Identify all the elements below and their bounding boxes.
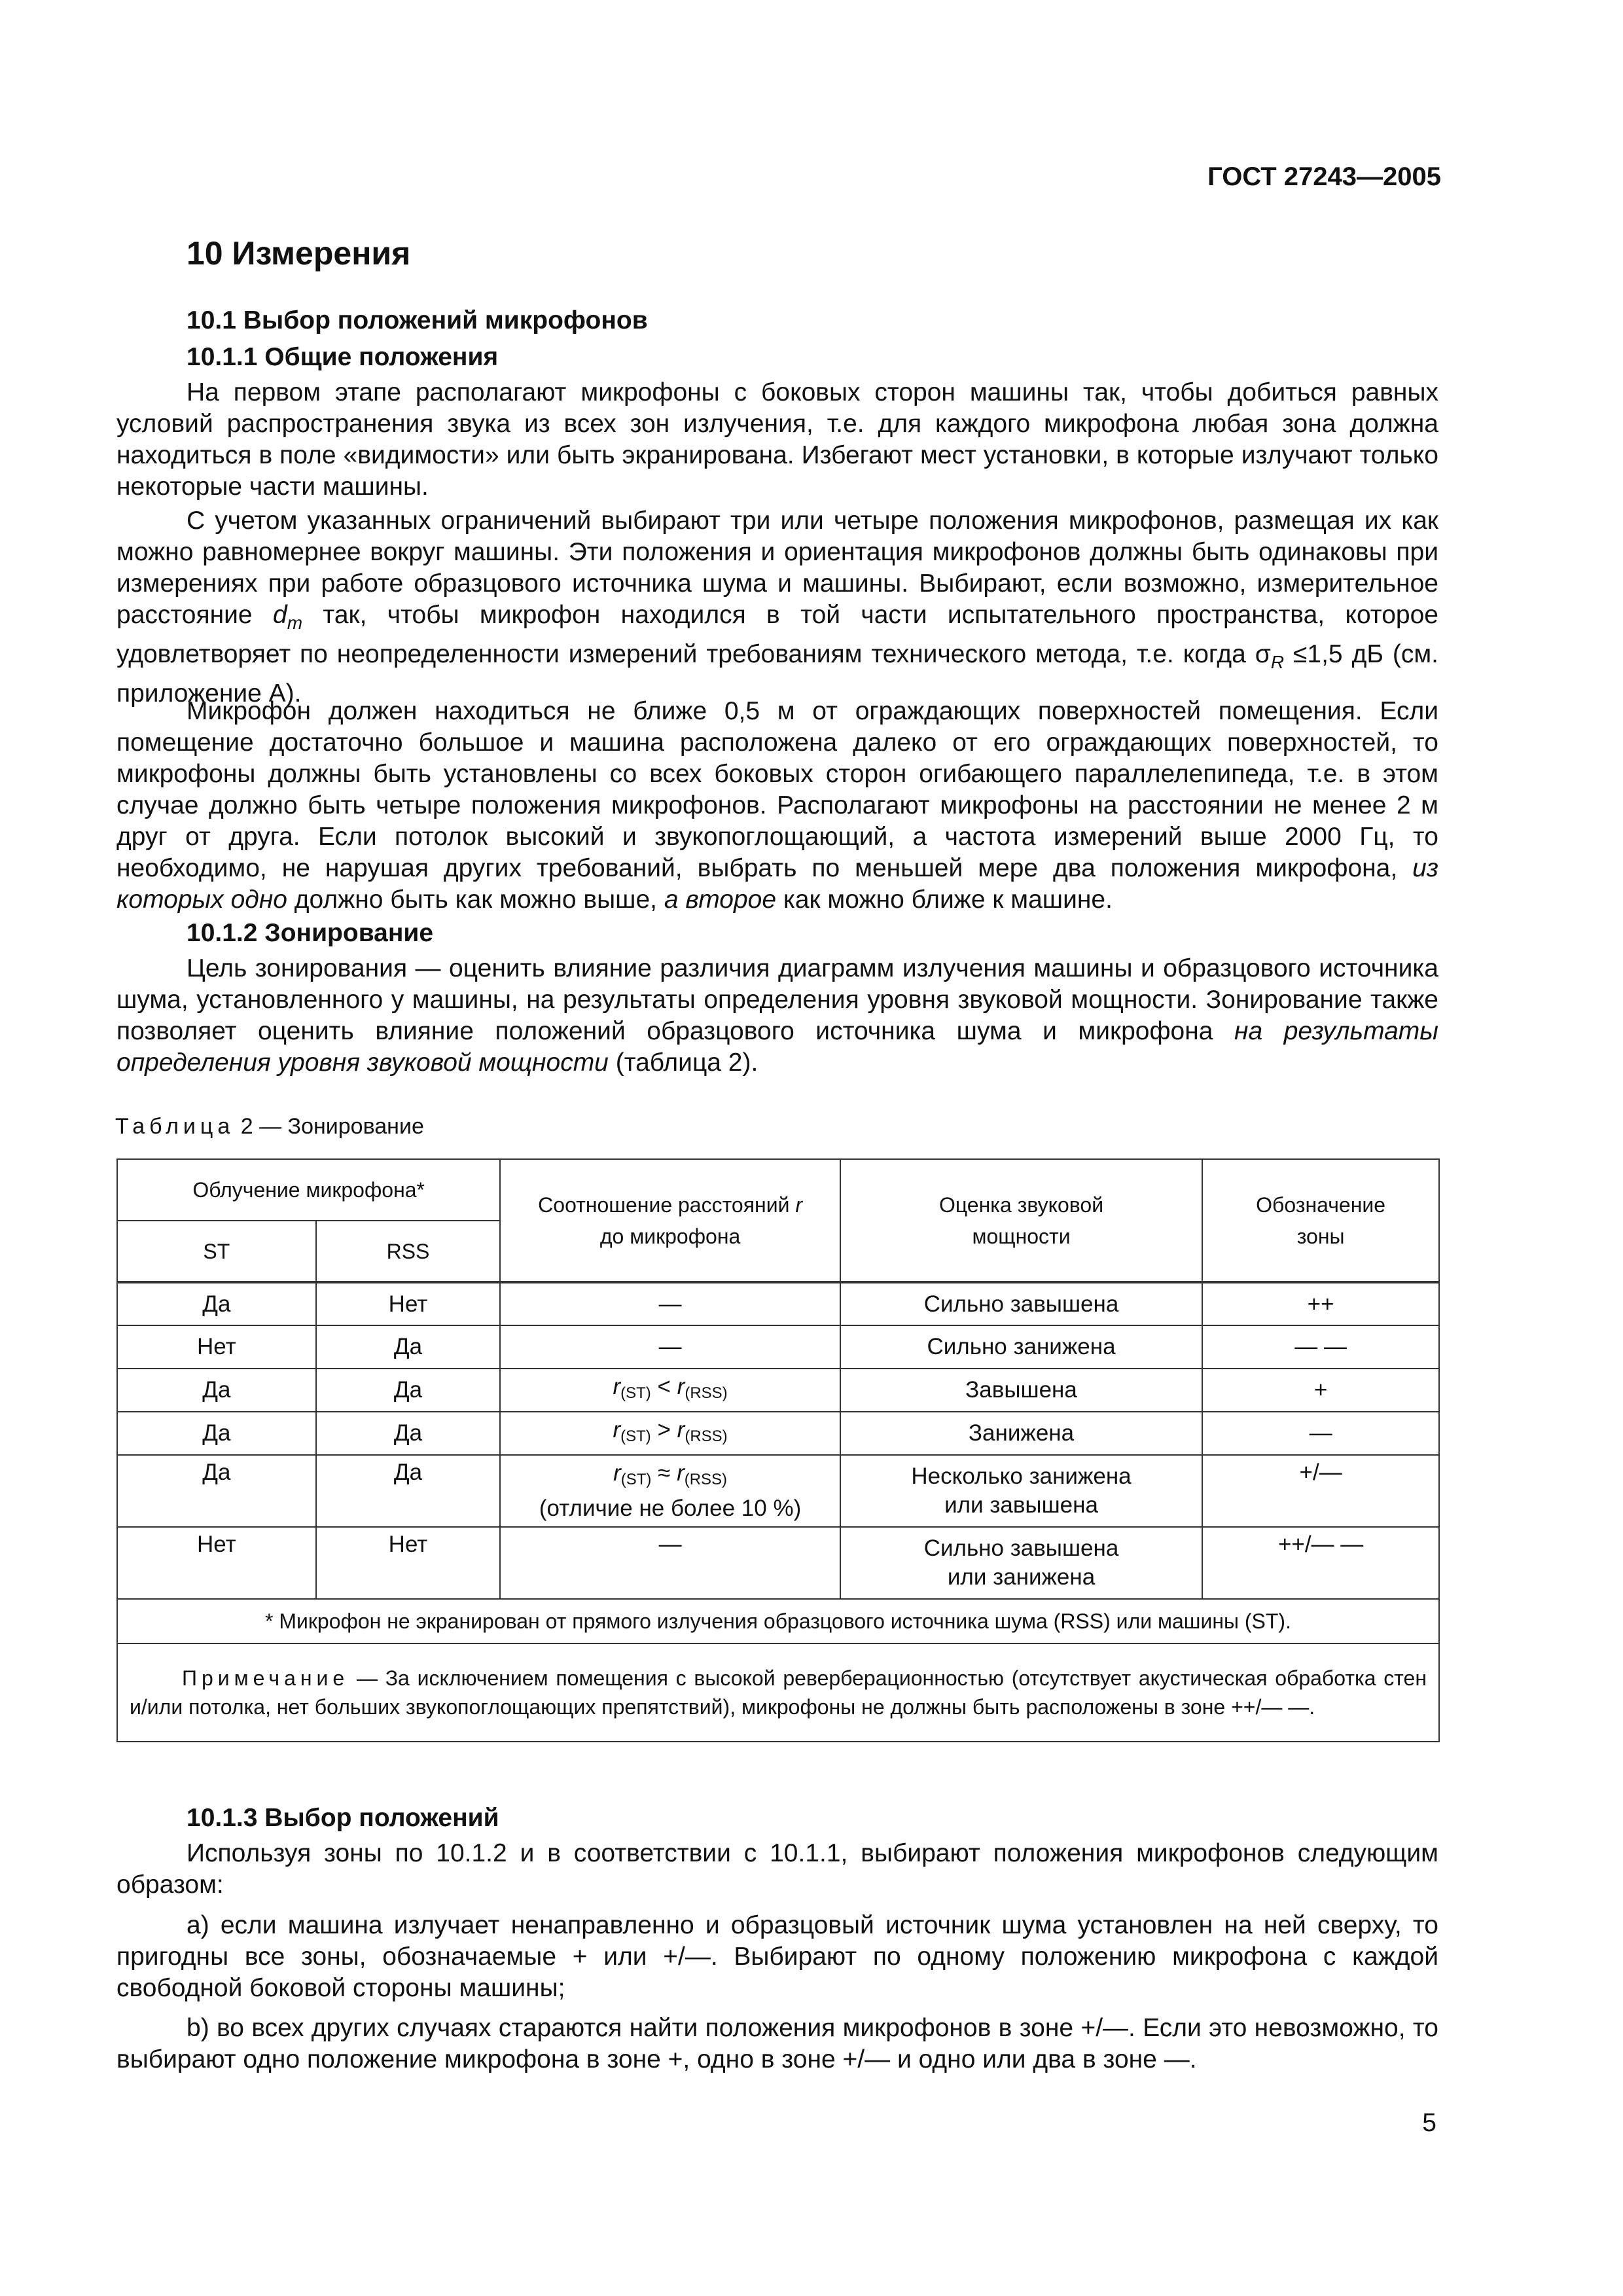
note-text: — За исключением помещения с высокой реверберационностью (отсутствует акустическая обработка стен и/или потолка, нет больших звукопоглощающих препятствий), микрофоны не должны быть расположены в зоне ++/— —. [130, 1666, 1427, 1719]
cell-st: Да [117, 1282, 316, 1325]
paragraph-text: должно быть как можно выше, [287, 886, 664, 914]
cell-zone: ++/— — [1202, 1527, 1439, 1599]
cell-st: Да [117, 1369, 316, 1412]
estimate-text: Сильно завышена [923, 1535, 1119, 1561]
cell-estimate: Завышена [840, 1369, 1202, 1412]
header-irradiation: Облучение микрофона* [117, 1159, 500, 1221]
header-text: мощности [972, 1224, 1071, 1248]
cell-rss: Да [316, 1369, 501, 1412]
paragraph-selection-intro: Используя зоны по 10.1.2 и в соответствии с 10.1.1, выбирают положения микрофонов следующим образом: [116, 1839, 1438, 1899]
cell-rss: Да [316, 1325, 501, 1369]
paragraph-text: Микрофон должен находиться не ближе 0,5 м от ограждающих поверхностей помещения. Если помещение достаточно большое и машина расположена далеко от его ограждающих поверхностей, то микрофоны должны быть установлены со всех боковых сторон огибающего параллелепипеда, т.е. в этом случае должно быть четыре положения микрофонов. Располагают микрофоны на расстоянии не менее 2 м друг от друга. Если потолок высокий и звукопоглощающий, а частота измерений выше 2000 Гц, то необходимо, не нарушая других требований, выбрать по меньшей мере два положения микрофона, [116, 697, 1438, 882]
header-rss: RSS [316, 1221, 501, 1282]
paragraph-text: ≤1,5 дБ (см. приложение А). [116, 639, 1438, 708]
cell-rss: Нет [316, 1282, 501, 1325]
header-text: Обозначение [1256, 1193, 1386, 1217]
paragraph-text: так, чтобы микрофон находился в той части испытательного пространства, которое удовлетворяет по неопределенности измерений требованиям технического метода, т.е. когда [116, 601, 1438, 668]
ratio-operator: ≈ [651, 1460, 677, 1486]
cell-estimate: Сильно занижена [840, 1325, 1202, 1369]
symbol-r: r [677, 1460, 685, 1486]
cell-ratio: — [500, 1325, 840, 1369]
table-caption-label: Таблица [115, 1114, 235, 1139]
note-label: Примечание [182, 1666, 349, 1690]
table-row [117, 1282, 1439, 1325]
table-caption-text: 2 — Зонирование [234, 1114, 424, 1139]
paragraph-text: как можно ближе к машине. [776, 886, 1113, 914]
table-footnote-row [117, 1599, 1439, 1643]
estimate-text: или завышена [944, 1492, 1098, 1518]
cell-ratio: — [500, 1282, 840, 1325]
table-caption [115, 1114, 424, 1139]
symbol-sigma: σ [1255, 639, 1271, 668]
paragraph-zoning [116, 953, 1438, 1079]
ratio-operator: > [651, 1417, 677, 1443]
subsection-title-10-1-1: 10.1.1 Общие положения [187, 343, 499, 371]
symbol-r: r [795, 1193, 802, 1217]
paragraph-text: Цель зонирования — оценить влияние различия диаграмм излучения машины и образцового источника шума, установленного у машины, на результаты определения уровня звуковой мощности. Зонирование также позволяет оценить влияние положений образцового источника шума и микрофона [116, 954, 1438, 1045]
header-distance-ratio [500, 1159, 840, 1282]
symbol-r: r [677, 1374, 685, 1399]
cell-zone: + [1202, 1369, 1439, 1412]
ratio-note: (отличие не более 10 %) [539, 1496, 802, 1521]
cell-ratio: — [500, 1527, 840, 1599]
symbol-sub: (ST) [620, 1384, 651, 1402]
estimate-text: Несколько занижена [911, 1463, 1132, 1489]
zoning-table [116, 1158, 1440, 1742]
cell-estimate [840, 1455, 1202, 1527]
paragraph-text: С учетом указанных ограничений выбирают три или четыре положения микрофонов, размещая их как можно равномернее вокруг машины. Эти положения и ориентация микрофонов должны быть одинаковы при измерениях при работе образцового источника шума и машины. Выбирают, если возможно, измерительное расстояние [116, 507, 1438, 629]
paragraph-general-2 [116, 505, 1438, 709]
cell-zone: — [1202, 1412, 1439, 1455]
paragraph-italic: а второе [664, 886, 777, 914]
symbol-sub: (ST) [620, 1427, 651, 1445]
cell-rss: Да [316, 1455, 501, 1527]
symbol-sub: (ST) [620, 1471, 652, 1488]
subsection-title-10-1-2: 10.1.2 Зонирование [187, 919, 434, 947]
cell-rss: Да [316, 1412, 501, 1455]
header-text: до микрофона [599, 1224, 741, 1248]
cell-estimate [840, 1527, 1202, 1599]
header-power-estimate [840, 1159, 1202, 1282]
symbol-r: r [677, 1417, 685, 1443]
cell-ratio [500, 1412, 840, 1455]
paragraph-general-3 [116, 696, 1438, 916]
table-row [117, 1527, 1439, 1599]
table-note-row [117, 1643, 1439, 1742]
subsection-title-10-1-3: 10.1.3 Выбор положений [187, 1804, 499, 1832]
page-number: 5 [1422, 2109, 1436, 2137]
header-text: зоны [1296, 1224, 1345, 1248]
header-text: Оценка звуковой [938, 1193, 1104, 1217]
subsection-title-10-1: 10.1 Выбор положений микрофонов [187, 306, 648, 334]
header-st: ST [117, 1221, 316, 1282]
paragraph-italic: из которых одно [116, 854, 1438, 914]
paragraph-selection-b: b) во всех других случаях стараются найти положения микрофонов в зоне +/—. Если это невозможно, то выбирают одно положение микрофона в зоне +, одно в зоне +/— и одно или два в зоне —. [116, 2014, 1438, 2073]
paragraph-text: (таблица 2). [608, 1049, 758, 1077]
header-zone-designation [1202, 1159, 1439, 1282]
cell-zone: +/— [1202, 1455, 1439, 1527]
header-text: Соотношение расстояний [538, 1193, 796, 1217]
cell-st: Нет [117, 1527, 316, 1599]
cell-rss: Нет [316, 1527, 501, 1599]
symbol-dm-sub: m [287, 612, 303, 633]
ratio-operator: < [651, 1374, 677, 1399]
paragraph-general-1: На первом этапе располагают микрофоны с боковых сторон машины так, чтобы добиться равных условий распространения звука из всех зон излучения, т.е. для каждого микрофона любая зона должна находиться в поле «видимости» или быть экранирована. Избегают мест установки, в которые излучают только некоторые части машины. [116, 378, 1438, 501]
document-id-header: ГОСТ 27243—2005 [1207, 162, 1441, 191]
symbol-sigma-sub: R [1270, 651, 1285, 672]
symbol-r: r [613, 1417, 621, 1443]
cell-estimate: Сильно завышена [840, 1282, 1202, 1325]
paragraph-selection-a: a) если машина излучает ненаправленно и образцовый источник шума установлен на ней сверху, то пригодны все зоны, обозначаемые + или +/—. Выбирают по одному положению микрофона с каждой свободной боковой стороны машины; [116, 1911, 1438, 2002]
symbol-sub: (RSS) [684, 1471, 728, 1488]
cell-zone: ++ [1202, 1282, 1439, 1325]
estimate-text: или занижена [947, 1564, 1096, 1590]
table-footnote: * Микрофон не экранирован от прямого излучения образцового источника шума (RSS) или машины (ST). [117, 1599, 1439, 1643]
symbol-dm: d [273, 601, 287, 629]
symbol-sub: (RSS) [685, 1427, 728, 1445]
table-note [117, 1643, 1439, 1742]
symbol-sub: (RSS) [685, 1384, 728, 1402]
table-row [117, 1455, 1439, 1527]
table-row [117, 1369, 1439, 1412]
section-title: 10 Измерения [187, 235, 411, 272]
cell-ratio [500, 1369, 840, 1412]
symbol-r: r [613, 1374, 621, 1399]
table-row [117, 1325, 1439, 1369]
table-row [117, 1412, 1439, 1455]
symbol-r: r [613, 1460, 621, 1486]
paragraph-italic: на результаты определения уровня звуковой мощности [116, 1017, 1438, 1077]
cell-st: Да [117, 1412, 316, 1455]
cell-ratio [500, 1455, 840, 1527]
cell-st: Нет [117, 1325, 316, 1369]
cell-st: Да [117, 1455, 316, 1527]
cell-zone: — — [1202, 1325, 1439, 1369]
cell-estimate: Занижена [840, 1412, 1202, 1455]
